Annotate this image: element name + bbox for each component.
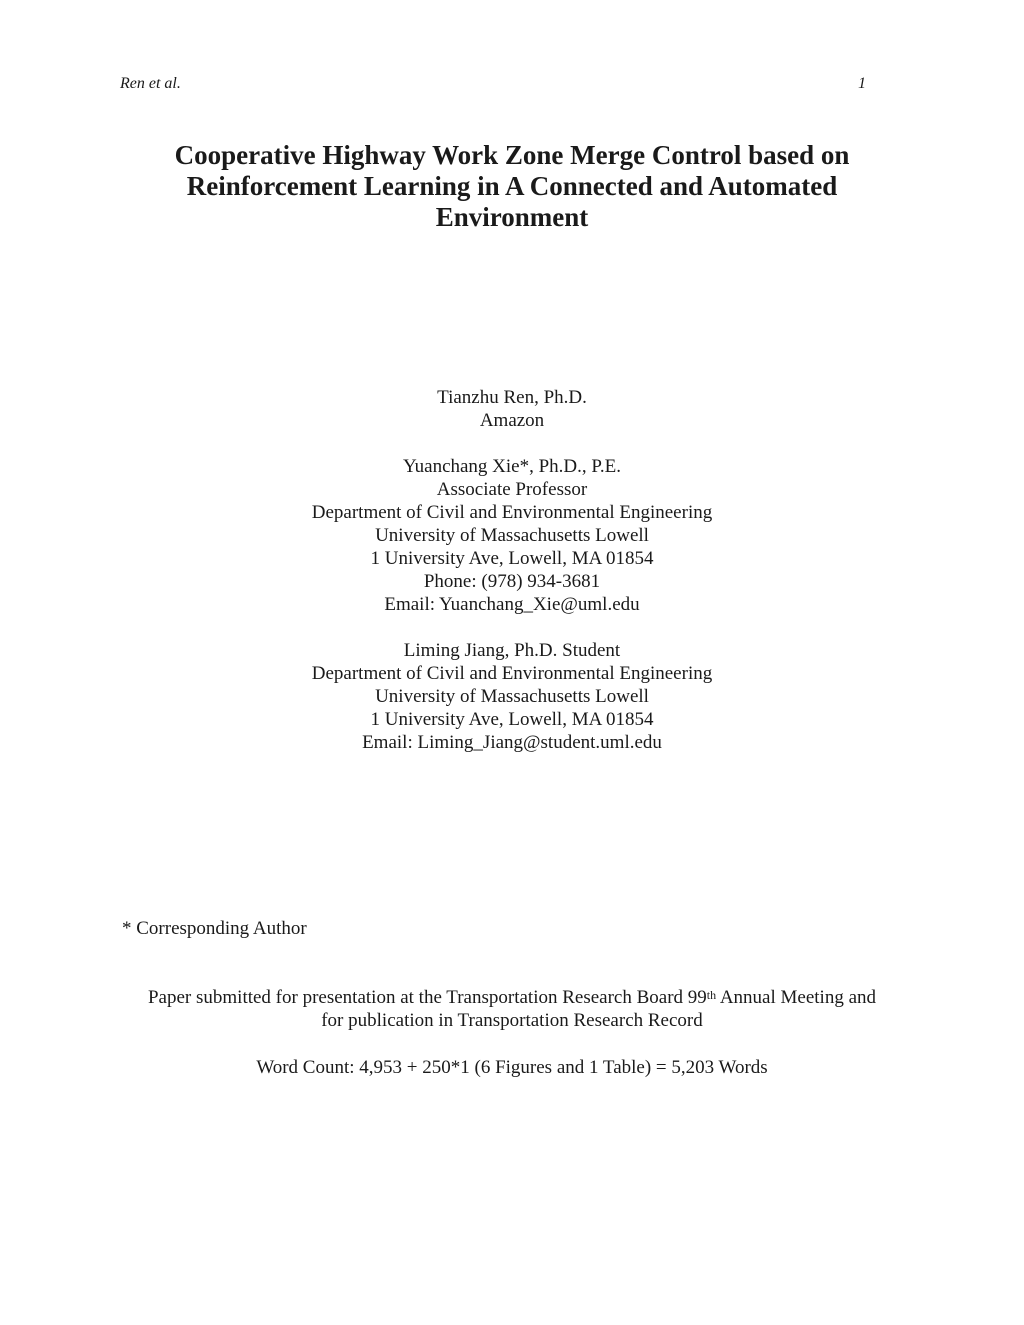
submission-statement — [80, 986, 944, 1032]
corresponding-author-note: * Corresponding Author — [122, 918, 307, 939]
author-university: University of Massachusetts Lowell — [375, 525, 649, 546]
author-email: Email: Yuanchang_Xie@uml.edu — [384, 594, 640, 615]
author-position: Associate Professor — [436, 479, 588, 500]
page-number: 1 — [858, 75, 866, 92]
author-phone: Phone: (978) 934-3681 — [423, 571, 601, 592]
word-count: Word Count: 4,953 + 250*1 (6 Figures and 1 Table) = 5,203 Words — [256, 1057, 768, 1078]
submission-line-2: for publication in Transportation Research Record — [321, 1010, 703, 1031]
title-line-3: Environment — [435, 202, 589, 232]
author-block-1 — [150, 386, 874, 432]
author-affiliation: Amazon — [479, 410, 545, 431]
author-name: Yuanchang Xie*, Ph.D., P.E. — [403, 456, 621, 477]
submission-text-part2: Annual Meeting and — [716, 987, 877, 1008]
author-address: 1 University Ave, Lowell, MA 01854 — [370, 709, 654, 730]
submission-text-part1: Paper submitted for presentation at the Transportation Research Board 99 — [147, 987, 707, 1008]
submission-line-1 — [80, 986, 944, 1009]
author-block-3 — [150, 639, 874, 754]
author-email: Email: Liming_Jiang@student.uml.edu — [362, 732, 662, 753]
author-name: Tianzhu Ren, Ph.D. — [437, 387, 587, 408]
author-list — [150, 386, 874, 777]
author-block-2 — [150, 455, 874, 616]
author-university: University of Massachusetts Lowell — [375, 686, 649, 707]
title-line-1: Cooperative Highway Work Zone Merge Control based on — [174, 140, 850, 170]
running-header — [120, 75, 866, 93]
author-address: 1 University Ave, Lowell, MA 01854 — [370, 548, 654, 569]
running-head-authors: Ren et al. — [120, 75, 181, 92]
ordinal-superscript: th — [706, 988, 717, 1002]
author-department: Department of Civil and Environmental Engineering — [311, 663, 713, 684]
author-department: Department of Civil and Environmental Engineering — [311, 502, 713, 523]
title-line-2: Reinforcement Learning in A Connected and Automated — [186, 171, 838, 201]
paper-title — [150, 140, 874, 233]
author-name: Liming Jiang, Ph.D. Student — [403, 640, 621, 661]
